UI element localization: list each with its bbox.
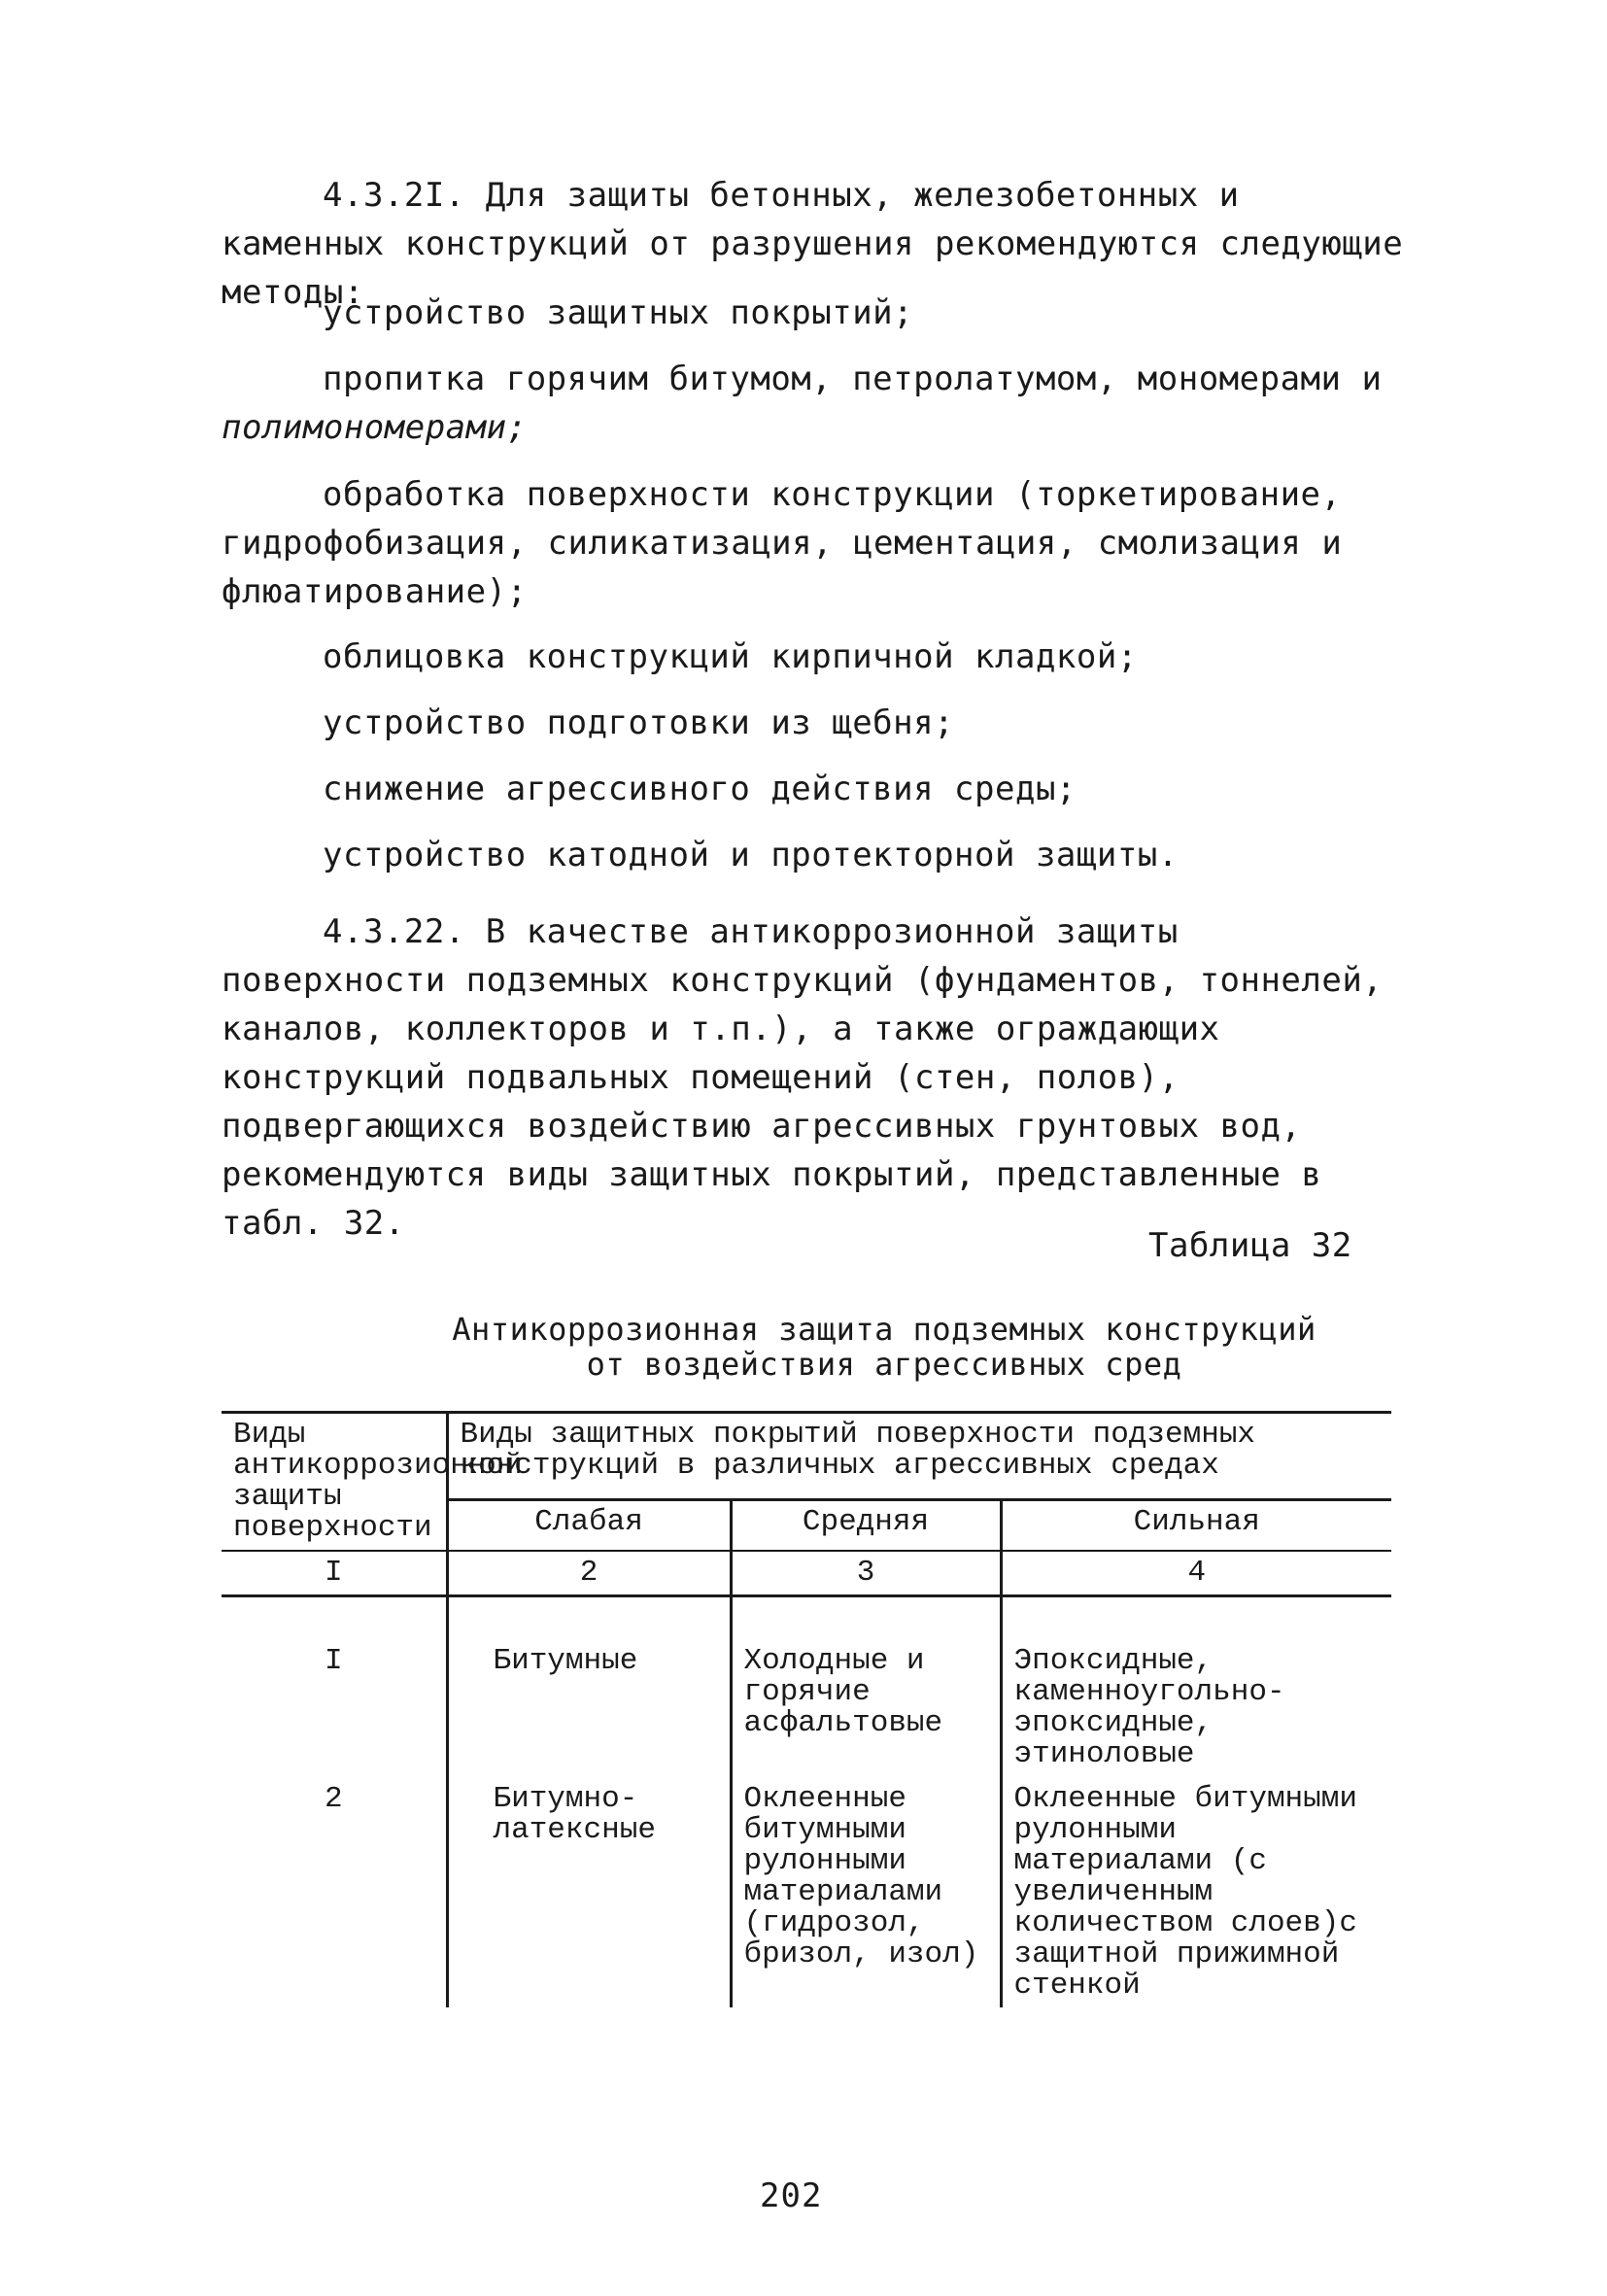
column-number: I	[222, 1551, 447, 1596]
cell-medium: Оклеенные битумными рулонными материалами (гидрозол, бризол, изол)	[731, 1776, 1001, 2007]
table-header-row	[222, 1413, 1391, 1500]
column-number-row	[222, 1551, 1391, 1596]
cell-strong: Эпоксидные, каменноугольно-эпоксидные, этиноловые	[1001, 1596, 1391, 1777]
column-number: 2	[447, 1551, 731, 1596]
page-number: 202	[760, 2176, 823, 2215]
paragraph-4-3-21: 4.3.2I. Для защиты бетонных, железобетонных и каменных конструкций от разрушения рекомендуются следующие методы:	[222, 176, 1424, 312]
cell-weak: Битумные	[493, 1644, 638, 1678]
list-item: устройство катодной и протекторной защиты.	[323, 836, 1179, 874]
paragraph-4-3-22: 4.3.22. В качестве антикоррозионной защиты поверхности подземных конструкций (фундаментов, тоннелей, каналов, коллекторов и т.п.), а также ограждающих конструкций подвальных помещений (стен, полов), подвергающихся воздействию агрессивных грунтовых вод, рекомендуются виды защитных покрытий, представленные в табл. 32.	[222, 912, 1404, 1243]
column-number: 3	[731, 1551, 1001, 1596]
coatings-table	[222, 1411, 1391, 2007]
list-item: облицовка конструкций кирпичной кладкой;	[323, 637, 1138, 676]
column-number: 4	[1001, 1551, 1391, 1596]
header-medium: Средняя	[731, 1499, 1001, 1551]
header-strong: Сильная	[1001, 1499, 1391, 1551]
list-item-continuation: полимономерами;	[222, 408, 528, 447]
list-item: устройство подготовки из щебня;	[323, 703, 955, 742]
cell-weak: Битумно-латексные	[493, 1782, 656, 1847]
row-number: I	[222, 1596, 447, 1777]
list-item: снижение агрессивного действия среды;	[323, 770, 1077, 808]
row-number: 2	[222, 1776, 447, 2007]
table-title-line: от воздействия агрессивных сред	[586, 1346, 1182, 1383]
list-item: устройство защитных покрытий;	[323, 293, 914, 332]
header-coating-types: Виды защитных покрытий поверхности подземных конструкций в различных агрессивных средах	[447, 1413, 1391, 1500]
table-row	[222, 1596, 1391, 1777]
header-protection-type: Виды антикоррозионной защиты поверхности	[222, 1413, 447, 1552]
table-title	[408, 1312, 1360, 1382]
table-row	[222, 1776, 1391, 2007]
list-item: пропитка горячим битумом, петролатумом, мономерами и	[323, 360, 1383, 398]
header-weak: Слабая	[447, 1499, 731, 1551]
list-item: обработка поверхности конструкции (торкетирование, гидрофобизация, силикатизация, цементация, смолизация и флюатирование);	[222, 475, 1363, 611]
cell-strong: Оклеенные битумными рулонными материалами (с увеличенным количеством слоев)с защитной прижимной стенкой	[1001, 1776, 1391, 2007]
cell-medium: Холодные и горячие асфальтовые	[731, 1596, 1001, 1777]
table-label: Таблица 32	[1148, 1226, 1352, 1265]
table-title-line: Антикоррозионная защита подземных конструкций	[452, 1311, 1316, 1348]
